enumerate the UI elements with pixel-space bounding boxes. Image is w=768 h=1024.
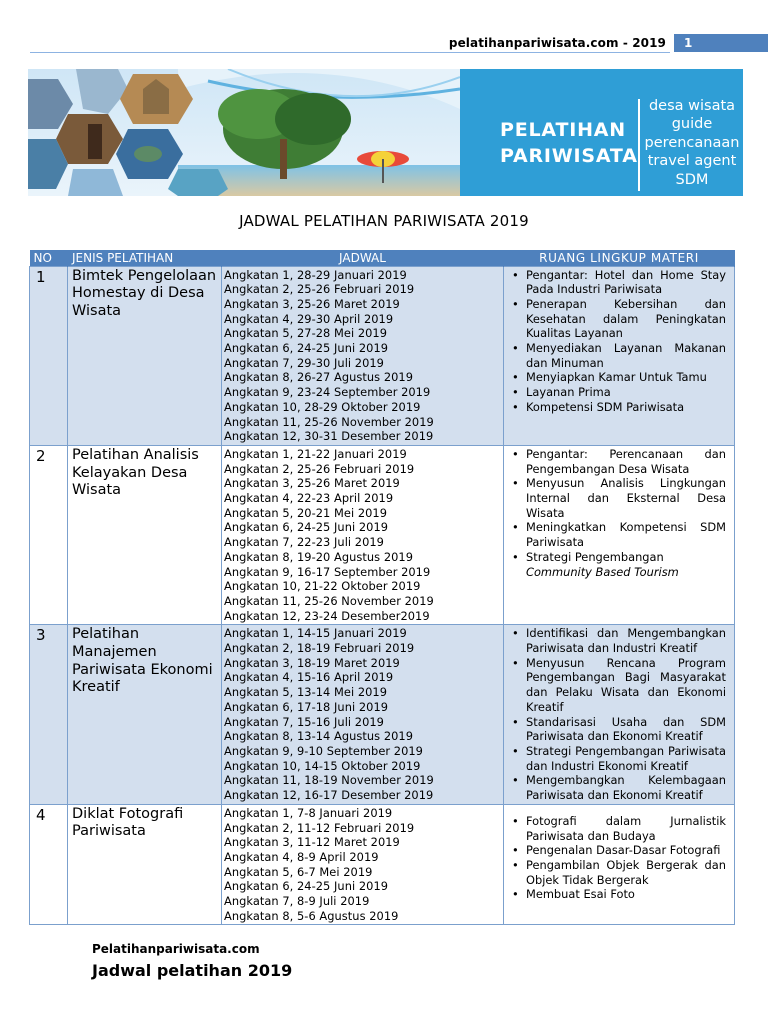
banner-divider: [638, 99, 640, 191]
material-item: • Membuat Esai Foto: [508, 887, 726, 902]
footer-site: Pelatihanpariwisata.com: [92, 942, 260, 956]
table-header-row: [30, 250, 735, 266]
material-item: • Layanan Prima: [508, 385, 726, 400]
row-number: 3: [30, 625, 68, 804]
schedule-item: Angkatan 5, 27-28 Mei 2019: [224, 326, 388, 341]
schedule-item: Angkatan 4, 8-9 April 2019: [224, 849, 379, 864]
banner-tag: SDM: [675, 171, 709, 188]
material-item-text: Strategi Pengembangan: [526, 549, 664, 564]
header-materi: RUANG LINGKUP MATERI: [504, 250, 735, 266]
schedule-item: Angkatan 8, 13-14 Agustus 2019: [224, 729, 414, 744]
schedule-item: Angkatan 1, 7-8 Januari 2019: [224, 805, 393, 820]
schedule-item: Angkatan 2, 11-12 Februari 2019: [224, 820, 415, 835]
schedule-item: Angkatan 6, 24-25 Juni 2019: [224, 520, 389, 535]
schedule-list: [222, 445, 504, 624]
header-jadwal: JADWAL: [222, 250, 504, 266]
banner-tag: perencanaan: [644, 134, 740, 151]
schedule-item: Angkatan 7, 15-16 Juli 2019: [224, 714, 384, 729]
schedule-item: Angkatan 11, 18-19 November 2019: [224, 773, 434, 788]
material-scope: [504, 804, 735, 925]
training-name: Diklat Fotografi Pariwisata: [68, 804, 222, 925]
schedule-item: Angkatan 1, 21-22 Januari 2019: [224, 446, 407, 461]
material-item: • Standarisasi Usaha dan SDM Pariwisata dan Ekonomi Kreatif: [508, 715, 726, 744]
schedule-item: Angkatan 4, 15-16 April 2019: [224, 670, 394, 685]
schedule-item: Angkatan 3, 25-26 Maret 2019: [224, 476, 400, 491]
schedule-item: Angkatan 9, 23-24 September 2019: [224, 385, 431, 400]
material-scope: [504, 266, 735, 445]
material-item: • Menyusun Rencana Program Pengembangan Bagi Masyarakat dan Pelaku Wisata dan Ekonomi Kreatif: [508, 656, 726, 715]
schedule-item: Angkatan 12, 16-17 Desember 2019: [224, 788, 434, 803]
material-item: • Identifikasi dan Mengembangkan Pariwisata dan Industri Kreatif: [508, 626, 726, 655]
header-rule: [30, 52, 670, 53]
training-name: Pelatihan Analisis Kelayakan Desa Wisata: [68, 445, 222, 624]
page-header: [0, 34, 768, 52]
row-number: 4: [30, 804, 68, 925]
schedule-item: Angkatan 3, 11-12 Maret 2019: [224, 835, 400, 850]
table-row: [30, 266, 735, 445]
schedule-item: Angkatan 7, 22-23 Juli 2019: [224, 535, 384, 550]
material-item: [508, 550, 726, 579]
schedule-item: Angkatan 9, 16-17 September 2019: [224, 564, 431, 579]
schedule-item: Angkatan 3, 25-26 Maret 2019: [224, 296, 400, 311]
schedule-item: Angkatan 11, 25-26 November 2019: [224, 593, 434, 608]
material-item: • Penerapan Kebersihan dan Kesehatan dalam Peningkatan Kualitas Layanan: [508, 297, 726, 341]
header-site: pelatihanpariwisata.com - 2019: [448, 36, 666, 50]
schedule-item: Angkatan 1, 14-15 Januari 2019: [224, 626, 407, 641]
schedule-item: Angkatan 9, 9-10 September 2019: [224, 744, 423, 758]
banner-tag: travel agent: [647, 153, 737, 170]
banner-brand-line1: PELATIHAN: [500, 119, 626, 141]
schedule-item: Angkatan 1, 28-29 Januari 2019: [224, 267, 407, 282]
schedule-item: Angkatan 4, 22-23 April 2019: [224, 491, 394, 506]
table-row: [30, 445, 735, 624]
schedule-item: Angkatan 5, 6-7 Mei 2019: [224, 864, 373, 879]
banner-tag: guide: [671, 116, 713, 133]
material-item: • Fotografi dalam Jurnalistik Pariwisata dan Budaya: [508, 814, 726, 843]
schedule-item: Angkatan 12, 23-24 Desember2019: [224, 608, 430, 623]
schedule-item: Angkatan 6, 24-25 Juni 2019: [224, 879, 389, 894]
schedule-item: Angkatan 5, 13-14 Mei 2019: [224, 685, 388, 700]
material-item-italic: Community Based Tourism: [526, 564, 679, 579]
banner-photo-collage: [28, 69, 460, 196]
material-item: • Pengantar: Perencanaan dan Pengembangan Desa Wisata: [508, 447, 726, 476]
material-item: • Menyediakan Layanan Makanan dan Minuman: [508, 341, 726, 370]
material-item: • Mengembangkan Kelembagaan Pariwisata dan Ekonomi Kreatif: [508, 773, 726, 802]
schedule-list: [222, 804, 504, 925]
table-row: [30, 625, 735, 804]
schedule-item: Angkatan 6, 24-25 Juni 2019: [224, 341, 389, 356]
header-no: NO: [30, 250, 68, 266]
material-item: • Menyusun Analisis Lingkungan Internal dan Eksternal Desa Wisata: [508, 476, 726, 520]
schedule-item: Angkatan 10, 14-15 Oktober 2019: [224, 758, 421, 773]
document-title: JADWAL PELATIHAN PARIWISATA 2019: [239, 212, 529, 230]
schedule-list: [222, 625, 504, 804]
material-item: • Pengenalan Dasar-Dasar Fotografi: [508, 843, 726, 858]
page-number-badge: 1: [674, 34, 768, 52]
schedule-item: Angkatan 2, 25-26 Februari 2019: [224, 461, 415, 476]
table-row: [30, 804, 735, 925]
material-item: • Meningkatkan Kompetensi SDM Pariwisata: [508, 520, 726, 549]
header-jenis: JENIS PELATIHAN: [68, 250, 222, 266]
training-name: Pelatihan Manajemen Pariwisata Ekonomi Kreatif: [68, 625, 222, 804]
banner-brand: [500, 117, 638, 169]
schedule-item: Angkatan 6, 17-18 Juni 2019: [224, 699, 389, 714]
schedule-item: Angkatan 10, 28-29 Oktober 2019: [224, 399, 421, 414]
schedule-item: Angkatan 2, 25-26 Februari 2019: [224, 282, 415, 297]
schedule-item: Angkatan 10, 21-22 Oktober 2019: [224, 579, 421, 594]
schedule-table: [29, 250, 735, 925]
training-name: Bimtek Pengelolaan Homestay di Desa Wisata: [68, 266, 222, 445]
material-item: • Kompetensi SDM Pariwisata: [508, 400, 726, 415]
schedule-item: Angkatan 12, 30-31 Desember 2019: [224, 429, 434, 444]
schedule-item: Angkatan 5, 20-21 Mei 2019: [224, 505, 388, 520]
material-item: • Strategi Pengembangan Pariwisata dan Industri Ekonomi Kreatif: [508, 744, 726, 773]
schedule-item: Angkatan 8, 19-20 Agustus 2019: [224, 549, 414, 564]
row-number: 2: [30, 445, 68, 624]
schedule-item: Angkatan 7, 29-30 Juli 2019: [224, 355, 384, 370]
schedule-item: Angkatan 8, 26-27 Agustus 2019: [224, 370, 414, 385]
banner: [28, 69, 743, 196]
schedule-item: Angkatan 11, 25-26 November 2019: [224, 414, 434, 429]
schedule-list: [222, 266, 504, 445]
material-item: • Pengantar: Hotel dan Home Stay Pada Industri Pariwisata: [508, 268, 726, 297]
banner-panel: [460, 69, 743, 196]
material-scope: [504, 445, 735, 624]
material-item: • Menyiapkan Kamar Untuk Tamu: [508, 370, 726, 385]
banner-tag: desa wisata: [648, 98, 736, 114]
footer-title: Jadwal pelatihan 2019: [92, 961, 293, 980]
material-item: • Pengambilan Objek Bergerak dan Objek Tidak Bergerak: [508, 858, 726, 887]
schedule-item: Angkatan 3, 18-19 Maret 2019: [224, 655, 400, 670]
banner-brand-line2: PARIWISATA: [500, 145, 638, 167]
banner-tags: [644, 97, 740, 189]
row-number: 1: [30, 266, 68, 445]
schedule-item: Angkatan 8, 5-6 Agustus 2019: [224, 908, 399, 923]
schedule-item: Angkatan 4, 29-30 April 2019: [224, 311, 394, 326]
schedule-item: Angkatan 7, 8-9 Juli 2019: [224, 894, 370, 909]
schedule-item: Angkatan 2, 18-19 Februari 2019: [224, 641, 415, 656]
material-scope: [504, 625, 735, 804]
